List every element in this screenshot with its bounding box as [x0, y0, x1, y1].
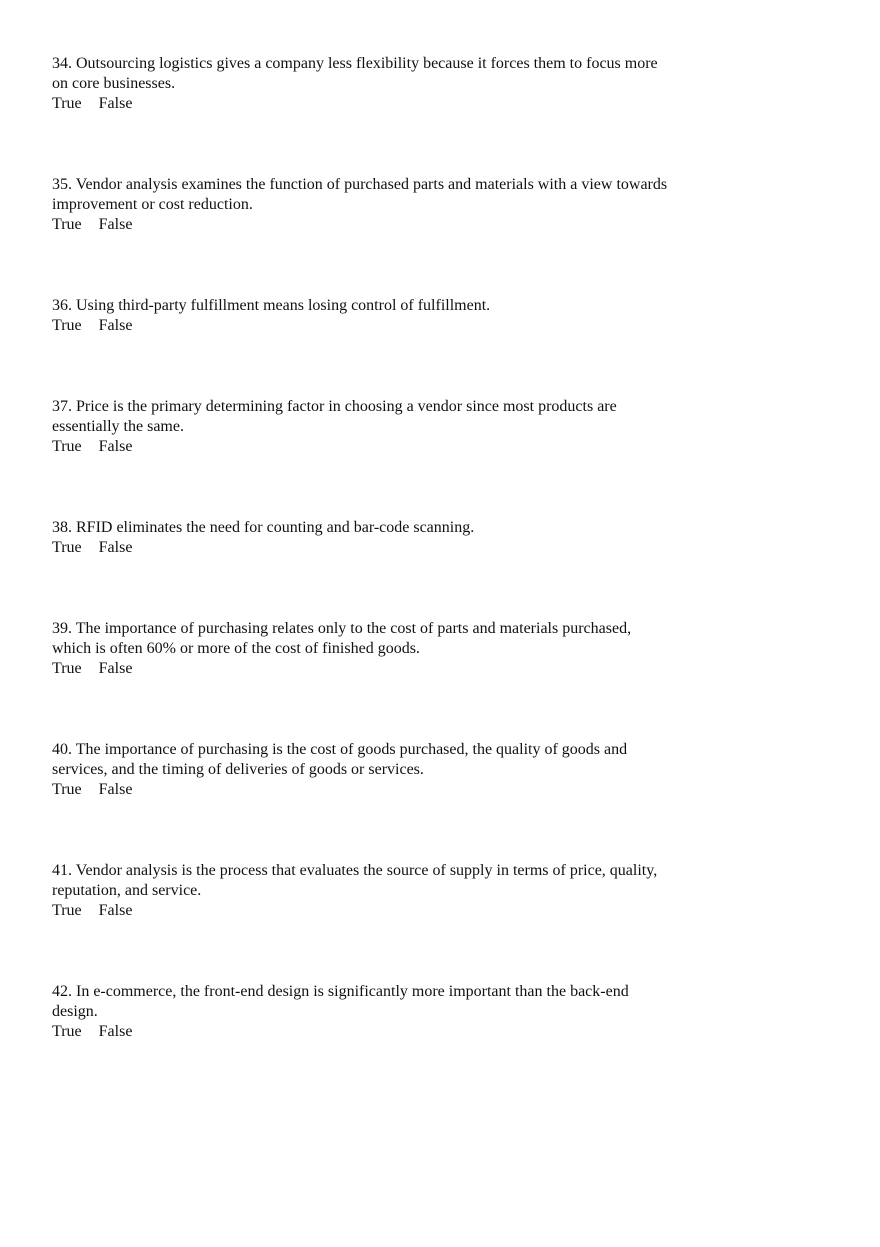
question-text: 38. RFID eliminates the need for counting and bar-code scanning.	[52, 519, 475, 536]
choice-false[interactable]: False	[98, 902, 133, 919]
question-text: 36. Using third-party fulfillment means losing control of fulfillment.	[52, 297, 491, 314]
answer-choices	[52, 780, 672, 800]
question-37	[52, 397, 672, 457]
question-text: 35. Vendor analysis examines the function of purchased parts and materials with a view towards improvement or cost reduction.	[52, 176, 668, 213]
question-text: 37. Price is the primary determining factor in choosing a vendor since most products are essentially the same.	[52, 398, 617, 435]
choice-true[interactable]: True	[52, 1023, 82, 1040]
question-text: 39. The importance of purchasing relates only to the cost of parts and materials purchased, which is often 60% or more of the cost of finished goods.	[52, 620, 632, 657]
question-41	[52, 861, 672, 921]
choice-false[interactable]: False	[98, 1023, 133, 1040]
choice-true[interactable]: True	[52, 216, 82, 233]
choice-true[interactable]: True	[52, 660, 82, 677]
question-35	[52, 175, 672, 235]
choice-false[interactable]: False	[98, 95, 133, 112]
answer-choices	[52, 901, 672, 921]
question-text: 42. In e-commerce, the front-end design is significantly more important than the back-end design.	[52, 983, 629, 1020]
answer-choices	[52, 316, 672, 336]
question-39	[52, 619, 672, 679]
answer-choices	[52, 437, 672, 457]
choice-true[interactable]: True	[52, 539, 82, 556]
choice-true[interactable]: True	[52, 95, 82, 112]
choice-false[interactable]: False	[98, 438, 133, 455]
choice-true[interactable]: True	[52, 902, 82, 919]
question-42	[52, 982, 672, 1042]
answer-choices	[52, 94, 672, 114]
answer-choices	[52, 215, 672, 235]
question-text: 41. Vendor analysis is the process that evaluates the source of supply in terms of price, quality, reputation, and service.	[52, 862, 658, 899]
choice-false[interactable]: False	[98, 539, 133, 556]
question-text: 34. Outsourcing logistics gives a company less flexibility because it forces them to focus more on core businesses.	[52, 55, 658, 92]
choice-false[interactable]: False	[98, 317, 133, 334]
question-40	[52, 740, 672, 800]
choice-false[interactable]: False	[98, 660, 133, 677]
question-34	[52, 54, 672, 114]
choice-false[interactable]: False	[98, 781, 133, 798]
question-text: 40. The importance of purchasing is the cost of goods purchased, the quality of goods and services, and the timing of deliveries of goods or services.	[52, 741, 628, 778]
choice-true[interactable]: True	[52, 438, 82, 455]
question-36	[52, 296, 672, 336]
choice-true[interactable]: True	[52, 781, 82, 798]
question-38	[52, 518, 672, 558]
answer-choices	[52, 659, 672, 679]
choice-true[interactable]: True	[52, 317, 82, 334]
answer-choices	[52, 1022, 672, 1042]
answer-choices	[52, 538, 672, 558]
choice-false[interactable]: False	[98, 216, 133, 233]
